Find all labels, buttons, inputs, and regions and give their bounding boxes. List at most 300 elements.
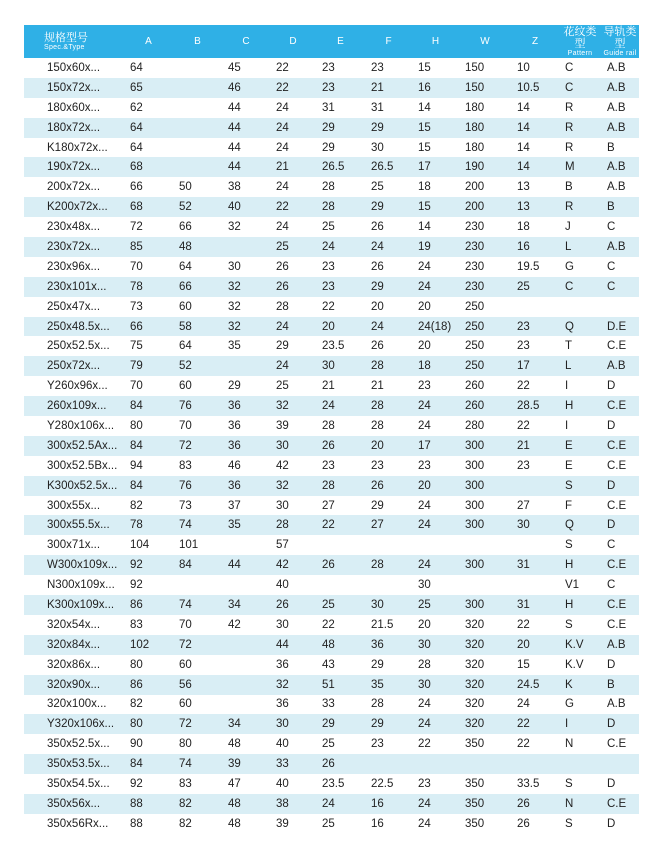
cell-f: 20: [371, 300, 384, 313]
cell-pattern: Q: [565, 320, 574, 333]
cell-c: 44: [228, 121, 241, 134]
cell-f: 35: [371, 678, 384, 691]
cell-type: 320x84x...: [47, 638, 101, 651]
cell-a: 92: [130, 579, 143, 592]
cell-w: 250: [465, 320, 485, 333]
cell-guide: C.E: [607, 559, 627, 572]
cell-w: 250: [465, 340, 485, 353]
cell-h: 20: [418, 340, 431, 353]
cell-w: 180: [465, 101, 485, 114]
cell-d: 25: [276, 240, 289, 253]
cell-pattern: K: [565, 678, 573, 691]
cell-f: 28: [371, 559, 384, 572]
cell-type: 320x54x...: [47, 618, 101, 631]
table-row: [24, 257, 639, 277]
cell-b: [173, 58, 222, 78]
cell-f: 21.5: [371, 618, 394, 631]
cell-f: 23: [371, 738, 384, 751]
cell-f: 30: [371, 141, 384, 154]
cell-b: 80: [179, 738, 192, 751]
cell-pattern: S: [565, 479, 573, 492]
cell-pattern: L: [565, 360, 572, 373]
cell-c: 35: [228, 340, 241, 353]
cell-w: [459, 575, 511, 595]
header-f: F: [385, 36, 392, 47]
cell-type: K180x72x...: [47, 141, 108, 154]
cell-c: 34: [228, 598, 241, 611]
cell-e: [316, 575, 365, 595]
table-row: [24, 356, 639, 376]
cell-h: 23: [418, 380, 431, 393]
header-a: A: [145, 36, 152, 47]
table-row: [24, 814, 639, 834]
cell-b: 50: [179, 181, 192, 194]
cell-c: 44: [228, 161, 241, 174]
cell-f: 21: [371, 380, 384, 393]
cell-c: 32: [228, 300, 241, 313]
cell-h: 18: [418, 360, 431, 373]
cell-c: [222, 237, 270, 257]
cell-h: 15: [418, 141, 431, 154]
table-row: [24, 476, 639, 496]
cell-type: 300x71x...: [47, 539, 101, 552]
cell-a: 78: [130, 280, 143, 293]
cell-d: 36: [276, 698, 289, 711]
cell-a: 84: [130, 758, 143, 771]
cell-a: 64: [130, 141, 143, 154]
cell-h: 20: [418, 300, 431, 313]
cell-c: 35: [228, 519, 241, 532]
cell-b: 64: [179, 340, 192, 353]
cell-w: 320: [465, 658, 485, 671]
cell-c: 48: [228, 817, 241, 830]
cell-guide: A.B: [607, 181, 626, 194]
cell-a: 82: [130, 499, 143, 512]
cell-w: 250: [465, 360, 485, 373]
cell-c: [222, 695, 270, 715]
cell-a: 78: [130, 519, 143, 532]
table-row: [24, 197, 639, 217]
cell-z: 14: [517, 121, 530, 134]
cell-c: 42: [228, 618, 241, 631]
cell-h: 19: [418, 240, 431, 253]
cell-e: 31: [322, 101, 335, 114]
cell-z: [511, 535, 559, 555]
cell-e: 23.5: [322, 778, 345, 790]
cell-pattern: I: [565, 380, 569, 393]
cell-w: 260: [465, 380, 485, 393]
table-row: [24, 496, 639, 516]
cell-f: 29: [371, 280, 384, 293]
cell-z: 19.5: [517, 260, 540, 273]
cell-guide: D: [607, 419, 616, 432]
cell-c: 32: [228, 221, 241, 234]
cell-a: 90: [130, 738, 143, 751]
cell-w: 200: [465, 201, 485, 214]
cell-guide: A.B: [607, 698, 626, 711]
cell-f: 22.5: [371, 778, 394, 790]
cell-h: 18: [418, 181, 431, 194]
cell-pattern: V1: [565, 579, 580, 592]
cell-pattern: M: [565, 161, 575, 174]
cell-b: [173, 118, 222, 138]
cell-type: 300x55.5x...: [47, 519, 110, 532]
cell-type: Y260x96x...: [47, 380, 108, 393]
header-b: B: [194, 36, 201, 47]
cell-guide: C.E: [607, 459, 627, 472]
cell-guide: B: [607, 201, 615, 214]
cell-a: 92: [130, 778, 143, 790]
table-row: [24, 615, 639, 635]
cell-pattern: E: [565, 439, 573, 452]
table-row: [24, 734, 639, 754]
cell-e: 28: [322, 181, 335, 194]
cell-d: 44: [276, 638, 289, 651]
cell-w: 190: [465, 161, 485, 174]
cell-guide: D: [607, 658, 616, 671]
cell-a: 85: [130, 240, 143, 253]
cell-pattern: R: [565, 201, 574, 214]
cell-b: 48: [179, 240, 192, 253]
cell-type: 250x52.5x...: [47, 340, 110, 353]
cell-a: 102: [130, 638, 150, 651]
cell-e: 29: [322, 141, 335, 154]
cell-f: 16: [371, 817, 384, 830]
cell-d: 39: [276, 419, 289, 432]
cell-h: 24: [418, 718, 431, 731]
cell-pattern: C: [565, 61, 574, 74]
cell-z: 14: [517, 161, 530, 174]
cell-b: [173, 157, 222, 177]
cell-b: 52: [179, 360, 192, 373]
cell-e: 48: [322, 638, 335, 651]
cell-f: 26.5: [371, 161, 394, 174]
cell-type: Y320x106x...: [47, 718, 115, 731]
spec-table: [24, 25, 639, 834]
cell-f: 28: [371, 419, 384, 432]
cell-e: 23: [322, 260, 335, 273]
cell-guide: D: [607, 778, 616, 790]
cell-a: 70: [130, 380, 143, 393]
cell-c: 36: [228, 439, 241, 452]
cell-z: [511, 297, 559, 317]
cell-b: 58: [179, 320, 192, 333]
cell-guide: D: [607, 380, 616, 393]
cell-b: 66: [179, 280, 192, 293]
cell-pattern: G: [565, 260, 574, 273]
cell-e: 24: [322, 240, 335, 253]
cell-z: 20: [517, 638, 530, 651]
cell-d: 38: [276, 797, 289, 810]
cell-a: 88: [130, 817, 143, 830]
cell-a: 64: [130, 121, 143, 134]
table-row: [24, 237, 639, 257]
table-row: [24, 655, 639, 675]
cell-f: 16: [371, 797, 384, 810]
cell-b: 82: [179, 817, 192, 830]
cell-h: 30: [418, 579, 431, 592]
cell-f: 36: [371, 638, 384, 651]
cell-w: 230: [465, 260, 485, 273]
cell-e: 25: [322, 598, 335, 611]
cell-guide: A.B: [607, 240, 626, 253]
cell-f: 24: [371, 240, 384, 253]
cell-z: 25: [517, 280, 530, 293]
cell-e: 33: [322, 698, 335, 711]
cell-type: 320x90x...: [47, 678, 101, 691]
cell-a: 64: [130, 61, 143, 74]
cell-guide: C.E: [607, 618, 627, 631]
cell-a: 83: [130, 618, 143, 631]
header-d: D: [289, 36, 297, 47]
cell-c: 32: [228, 320, 241, 333]
cell-pattern: S: [565, 817, 573, 830]
table-row: [24, 396, 639, 416]
cell-e: 51: [322, 678, 335, 691]
cell-e: 30: [322, 360, 335, 373]
cell-e: 29: [322, 718, 335, 731]
cell-a: 68: [130, 161, 143, 174]
cell-c: 44: [228, 101, 241, 114]
cell-a: 86: [130, 598, 143, 611]
cell-b: 56: [179, 678, 192, 691]
cell-a: 68: [130, 201, 143, 214]
cell-e: 24: [322, 400, 335, 413]
cell-pattern: C: [565, 280, 574, 293]
cell-z: 16: [517, 240, 530, 253]
cell-c: 37: [228, 499, 241, 512]
cell-w: 180: [465, 141, 485, 154]
cell-w: 300: [465, 559, 485, 572]
cell-b: 76: [179, 479, 192, 492]
cell-c: 36: [228, 400, 241, 413]
header-row: [24, 25, 639, 58]
cell-b: 60: [179, 698, 192, 711]
table-row: [24, 714, 639, 734]
cell-d: 40: [276, 738, 289, 751]
cell-z: 28.5: [517, 400, 540, 413]
table-row: [24, 535, 639, 555]
table-row: [24, 138, 639, 158]
cell-d: 33: [276, 758, 289, 771]
cell-e: [316, 535, 365, 555]
table-row: [24, 774, 639, 794]
cell-w: 150: [465, 61, 485, 74]
cell-type: 350x56x...: [47, 797, 101, 810]
cell-z: [511, 575, 559, 595]
cell-e: 25: [322, 738, 335, 751]
cell-d: 30: [276, 439, 289, 452]
cell-e: 24: [322, 797, 335, 810]
cell-h: 25: [418, 598, 431, 611]
table-row: [24, 416, 639, 436]
cell-h: [412, 535, 459, 555]
cell-d: 42: [276, 459, 289, 472]
cell-d: 42: [276, 559, 289, 572]
cell-c: 32: [228, 280, 241, 293]
cell-c: [222, 356, 270, 376]
cell-w: 230: [465, 280, 485, 293]
cell-d: 32: [276, 479, 289, 492]
cell-h: 23: [418, 778, 431, 790]
cell-e: 23.5: [322, 340, 345, 353]
cell-b: [173, 98, 222, 118]
cell-b: 60: [179, 658, 192, 671]
cell-c: 47: [228, 778, 241, 790]
cell-z: 22: [517, 718, 530, 731]
cell-d: 32: [276, 400, 289, 413]
cell-b: 84: [179, 559, 192, 572]
cell-f: [365, 754, 412, 774]
cell-d: 26: [276, 260, 289, 273]
cell-a: 66: [130, 181, 143, 194]
cell-z: 22: [517, 419, 530, 432]
header-c: C: [242, 36, 250, 47]
cell-d: 26: [276, 598, 289, 611]
cell-type: W300x109x...: [47, 559, 118, 572]
cell-h: 23: [418, 459, 431, 472]
cell-type: Y280x106x...: [47, 419, 115, 432]
cell-f: 28: [371, 400, 384, 413]
cell-e: 25: [322, 817, 335, 830]
cell-z: [511, 476, 559, 496]
cell-z: 31: [517, 559, 530, 572]
cell-w: 250: [465, 300, 485, 313]
cell-z: 24: [517, 698, 530, 711]
cell-b: 74: [179, 598, 192, 611]
cell-guide: C: [607, 280, 616, 293]
cell-f: 26: [371, 479, 384, 492]
cell-w: 300: [465, 519, 485, 532]
cell-guide: C.E: [607, 738, 627, 751]
cell-w: [459, 754, 511, 774]
table-row: [24, 58, 639, 78]
cell-type: 350x54.5x...: [47, 778, 110, 790]
cell-e: 22: [322, 300, 335, 313]
cell-e: 22: [322, 618, 335, 631]
cell-f: 29: [371, 658, 384, 671]
cell-pattern: R: [565, 121, 574, 134]
cell-type: 150x72x...: [47, 81, 101, 94]
cell-type: K200x72x...: [47, 201, 108, 214]
cell-h: 24: [418, 280, 431, 293]
table-row: [24, 675, 639, 695]
cell-h: 17: [418, 439, 431, 452]
header-e: E: [337, 36, 344, 47]
cell-h: 30: [418, 678, 431, 691]
cell-h: 24: [418, 260, 431, 273]
header-type-en: Spec.&Type: [44, 43, 85, 51]
cell-z: 22: [517, 738, 530, 751]
cell-c: [222, 655, 270, 675]
cell-a: 73: [130, 300, 143, 313]
cell-f: 26: [371, 260, 384, 273]
cell-h: 16: [418, 81, 431, 94]
cell-w: 300: [465, 459, 485, 472]
cell-c: 45: [228, 61, 241, 74]
cell-w: 230: [465, 240, 485, 253]
cell-h: 24(18): [418, 320, 452, 333]
cell-a: 75: [130, 340, 143, 353]
table-row: [24, 157, 639, 177]
cell-h: 30: [418, 638, 431, 651]
cell-z: 18: [517, 221, 530, 234]
cell-c: 46: [228, 459, 241, 472]
cell-type: 190x72x...: [47, 161, 101, 174]
cell-c: 48: [228, 797, 241, 810]
cell-b: 83: [179, 459, 192, 472]
cell-h: 20: [418, 618, 431, 631]
cell-h: 24: [418, 559, 431, 572]
cell-w: 350: [465, 797, 485, 810]
cell-type: 250x72x...: [47, 360, 101, 373]
table-row: [24, 78, 639, 98]
cell-d: 24: [276, 320, 289, 333]
table-row: [24, 515, 639, 535]
cell-e: 27: [322, 499, 335, 512]
cell-w: 320: [465, 678, 485, 691]
cell-f: 25: [371, 181, 384, 194]
cell-w: 320: [465, 698, 485, 711]
cell-a: 82: [130, 698, 143, 711]
cell-f: 24: [371, 320, 384, 333]
cell-c: 44: [228, 559, 241, 572]
cell-d: 28: [276, 519, 289, 532]
cell-e: 28: [322, 201, 335, 214]
cell-type: 230x72x...: [47, 240, 101, 253]
cell-pattern: I: [565, 718, 569, 731]
cell-w: 180: [465, 121, 485, 134]
cell-e: 43: [322, 658, 335, 671]
cell-guide: D.E: [607, 320, 627, 333]
cell-type: 350x56Rx...: [47, 817, 109, 830]
cell-f: 31: [371, 101, 384, 114]
cell-guide: C.E: [607, 499, 627, 512]
cell-w: 150: [465, 81, 485, 94]
cell-e: 20: [322, 320, 335, 333]
cell-guide: C: [607, 539, 616, 552]
cell-z: 24.5: [517, 678, 540, 691]
cell-type: 230x48x...: [47, 221, 101, 234]
table-row: [24, 277, 639, 297]
cell-pattern: S: [565, 539, 573, 552]
cell-e: 25: [322, 221, 335, 234]
cell-h: 15: [418, 61, 431, 74]
cell-z: 27: [517, 499, 530, 512]
cell-f: [365, 575, 412, 595]
cell-f: [365, 535, 412, 555]
cell-guide: A.B: [607, 101, 626, 114]
cell-type: 230x101x...: [47, 280, 107, 293]
cell-h: 24: [418, 698, 431, 711]
cell-pattern: H: [565, 559, 574, 572]
cell-h: 24: [418, 400, 431, 413]
cell-type: 260x109x...: [47, 400, 107, 413]
table-row: [24, 695, 639, 715]
cell-b: 76: [179, 400, 192, 413]
cell-h: [412, 754, 459, 774]
cell-e: 23: [322, 459, 335, 472]
cell-d: 39: [276, 817, 289, 830]
cell-e: 28: [322, 479, 335, 492]
cell-b: 101: [179, 539, 199, 552]
cell-d: 32: [276, 678, 289, 691]
cell-c: 36: [228, 479, 241, 492]
cell-c: 30: [228, 260, 241, 273]
cell-w: 320: [465, 718, 485, 731]
cell-c: 46: [228, 81, 241, 94]
table-row: [24, 98, 639, 118]
